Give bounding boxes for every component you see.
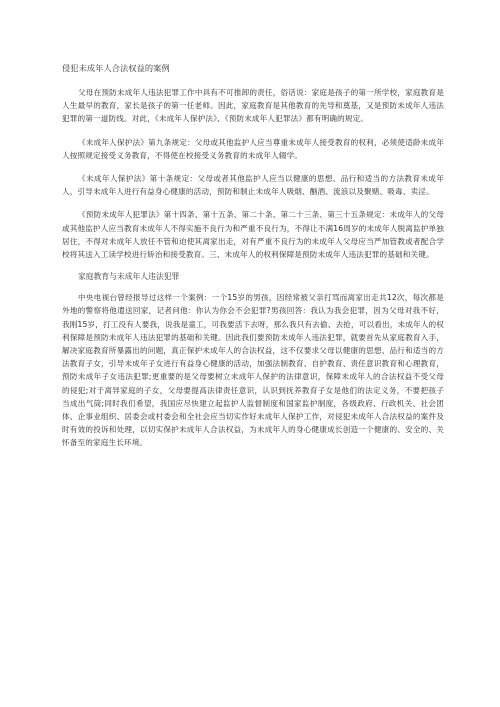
paragraph-article-10: 《未成年人保护法》第十条规定：父母或者其他监护人应当以健康的思想、品行和适当的方法教育未成年人，引导未成年人进行有益身心健康的活动，预防和制止未成年人吸烟、酗酒、流浪以及聚赌、吸毒、卖淫。 xyxy=(62,174,444,197)
paragraph-intro: 父母在预防未成年人违法犯罪工作中具有不可推卸的责任，俗话说：家庭是孩子的第一所学校，家庭教育是人生最早的教育，家长是孩子的第一任老师。因此，家庭教育是其他教育的先导和奠基，又是预防未成年人违法犯罪的第一道防线。对此，《未成年人保护法》、《预防未成年人犯罪法》都有明确的规定。 xyxy=(62,88,444,124)
paragraph-prevention-law: 《预防未成年人犯罪法》第十四条、第十五条、第二十条、第二十三条、第三十五条规定：未成年人的父母或其他监护人应当教育未成年人不得实施不良行为和严重不良行为，不得让不满16周岁的未成年人脱离监护单独居住，不得对未成年人放任不管和迫使其离家出走，对有严重不良行为的未成年人父母应当严加管教或者配合学校将其送入工读学校进行矫治和接受教育。三、未成年人的权利保障是预防未成年人违法犯罪的基础和关键。 xyxy=(62,210,444,260)
paragraph-article-9: 《未成年人保护法》第九条规定：父母或其他监护人应当尊重未成年人接受教育的权利，必须使适龄未成年人按照规定接受义务教育，不得使在校接受义务教育的未成年人辍学。 xyxy=(62,137,444,160)
document-title: 侵犯未成年人合法权益的案例 xyxy=(62,63,170,73)
paragraph-case-study: 中央电视台曾经报导过这样一个案例：一个15岁的男孩，因经常被父亲打骂而离家出走共12次，每次都是外地的警察将他遣送回家，记者问他：你认为你会不会犯罪?男孩回答：我认为我会犯罪，因为父母对我不好，我刚15岁，打工没有人要我，说我是童工，可我要活下去呀，那么我只有去偷、去抢，可以看出，未成年人的权利保障是预防未成年人违法犯罪的基础和关键。因此我们要预防未成年人违法犯罪，就要首先从家庭教育入手，解决家庭教育所暴露出的问题，真正保护未成年人的合法权益，这不仅要求父母以健康的思想、品行和适当的方法教育子女，引导未成年子女进行有益身心健康的活动，加强法制教育、自护教育、责任意识教育和心理教育，预防未成年子女违法犯罪;更重要的是父母要树立未成年人保护的法律意识，保障未成年人的合法权益不受父母的侵犯;对于离异家庭的子女，父母要提高法律责任意识，认识到抚养教育子女是他们的法定义务，不要把孩子当成出气筒;同时我们希望，我国应尽快建立起监护人监督制度和国家监护制度，各级政府、行政机关、社会团体、企事业组织、居委会或村委会和全社会应当切实作好未成年人保护工作，对侵犯未成年人合法权益的案件及时有效的投诉和处理，以切实保护未成年人合法权益，为未成年人的身心健康成长创造一个健康的、安全的、关怀备至的家庭生长环境。 xyxy=(62,293,444,448)
section-subheading: 家庭教育与未成年人违法犯罪 xyxy=(78,272,180,282)
